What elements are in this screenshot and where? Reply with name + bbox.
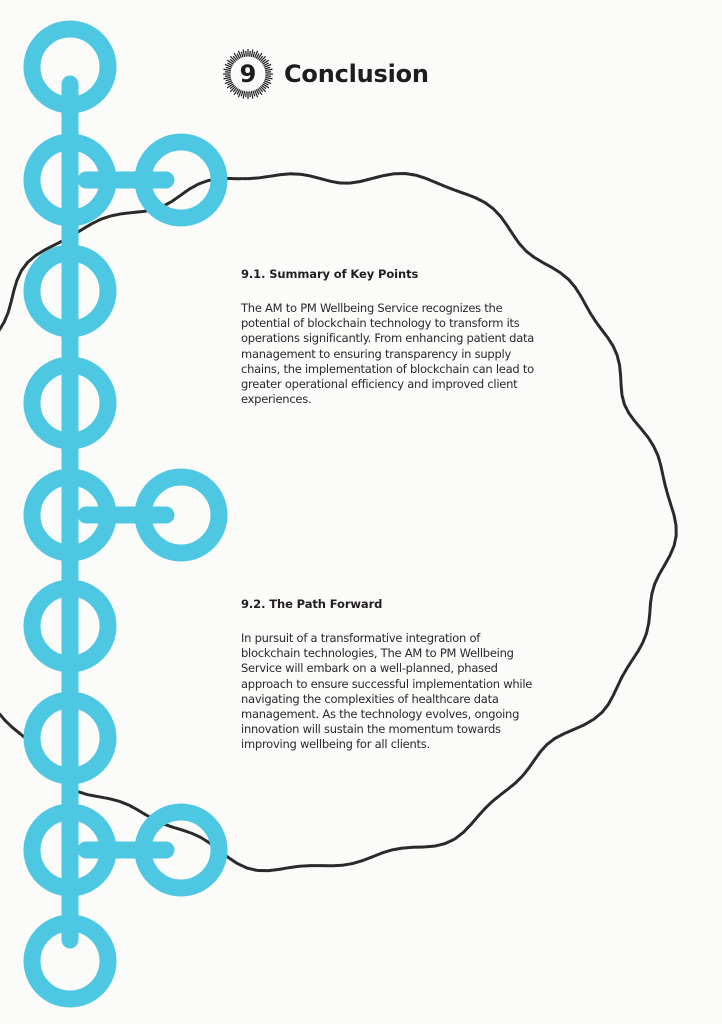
section-body: In pursuit of a transformative integration of blockchain technologies, The AM to PM Wellbeing Service will embark on a well-planned, phased approach to ensure successful implementation while navigating the complexities of healthcare data management. As the technology evolves, ongoing innovation will sustain the momentum towards improving wellbeing for all clients.	[241, 631, 533, 752]
section-body: The AM to PM Wellbeing Service recognizes the potential of blockchain technology to transform its operations significantly. From enhancing patient data management to ensuring transparency in supply chains, the implementation of blockchain can lead to greater operational efficiency and improved client experiences.	[241, 301, 535, 407]
section-heading: 9.2. The Path Forward	[241, 597, 383, 611]
section-number: 9	[239, 60, 257, 88]
section-heading: 9.1. Summary of Key Points	[241, 267, 419, 281]
sunburst-badge-icon	[222, 48, 274, 100]
section-header	[222, 46, 429, 102]
chain-link-icon	[32, 29, 219, 999]
summary-section	[241, 267, 541, 407]
page-title: Conclusion	[284, 60, 429, 88]
path-forward-section	[241, 597, 541, 753]
